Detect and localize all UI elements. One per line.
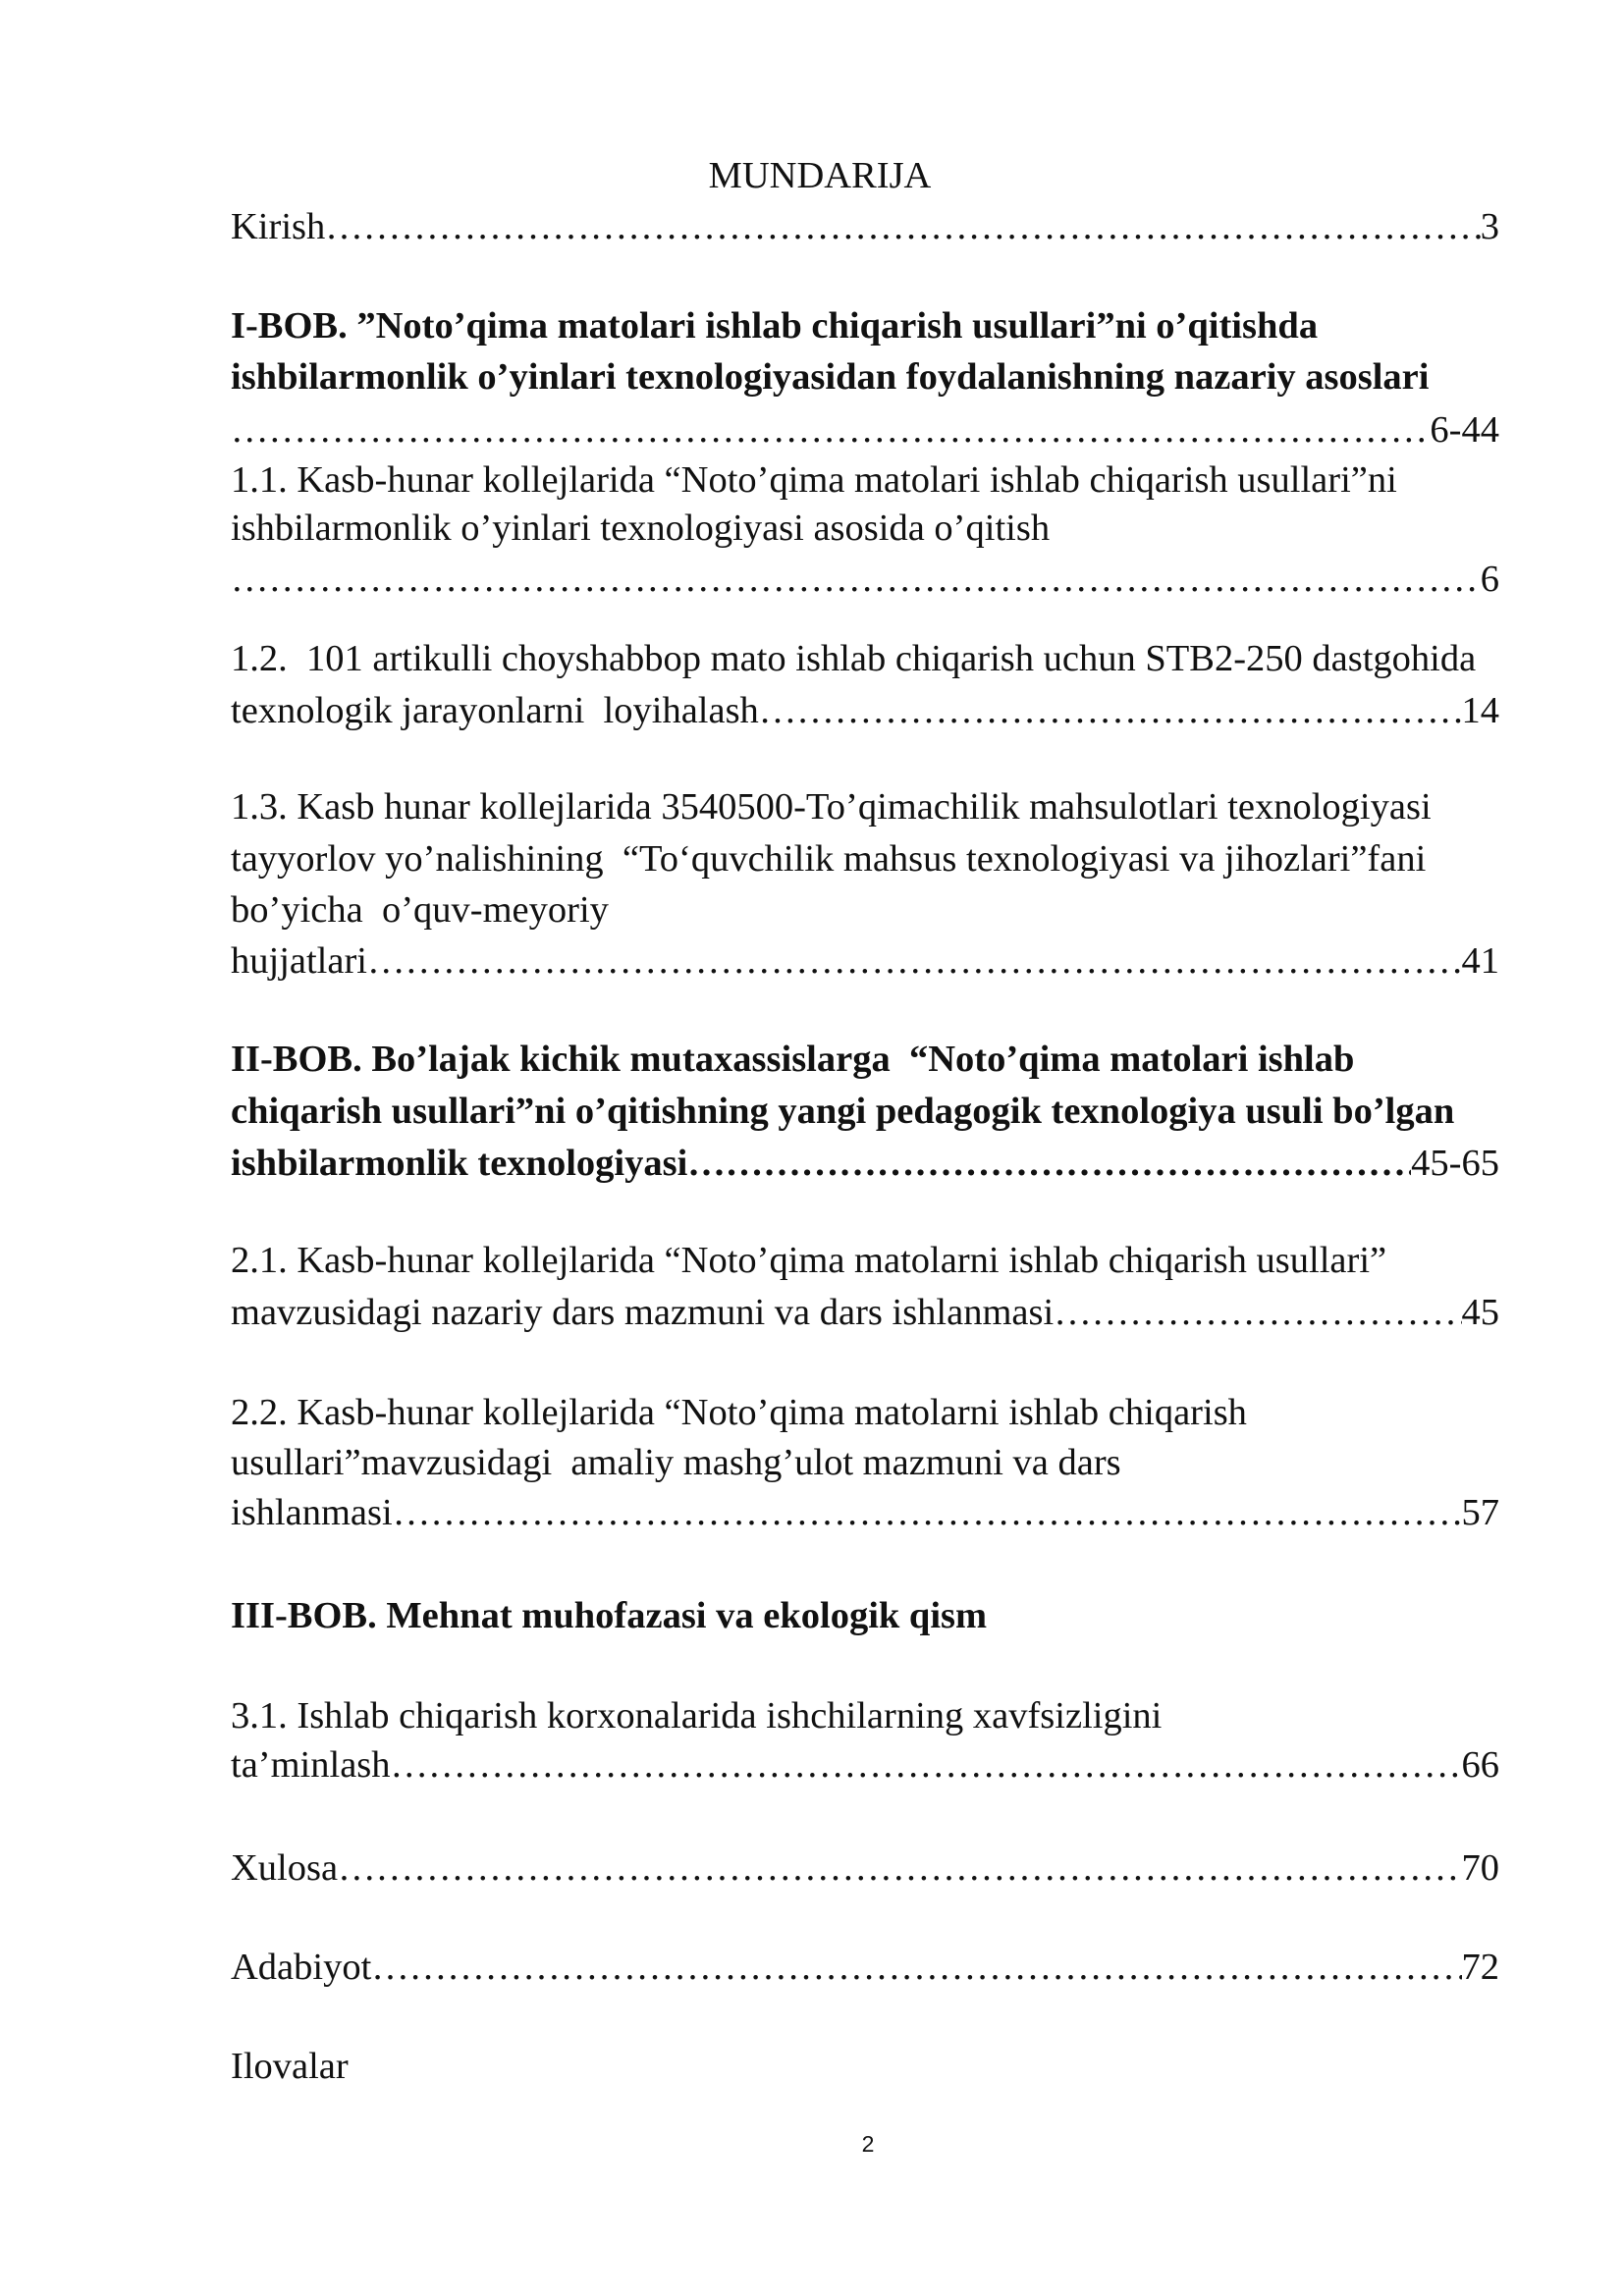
toc-entry-label: ta’minlash [231,1744,391,1786]
toc-chapter1-leader [231,404,1499,455]
dot-leader [231,404,1430,455]
toc-entry-page: 72 [1461,1947,1499,1988]
toc-chapter2-line2: chiqarish usullari”ni o’qitishning yangi pedagogik texnologiya usuli bo’lgan [231,1091,1455,1132]
toc-section-1-1-line1: 1.1. Kasb-hunar kollejlarida “Noto’qima matolari ishlab chiqarish usullari”ni [231,459,1397,501]
toc-entry-page: 45 [1461,1292,1499,1333]
toc-entry-label: texnologik jarayonlarni loyihalash [231,690,759,731]
dot-leader [391,1739,1462,1790]
toc-entry-label: Kirish [231,206,326,247]
toc-section-1-3-line2: tayyorlov yo’nalishining “To‘quvchilik mahsus texnologiyasi va jihozlari”fani [231,838,1427,880]
dot-leader [367,935,1462,987]
toc-section-2-1-leader [231,1287,1499,1338]
toc-section-1-3-line3: bo’yicha o’quv-meyoriy [231,889,609,931]
toc-chapter2-line1: II-BOB. Bo’lajak kichik mutaxassislarga “Noto’qima matolari ishlab [231,1039,1355,1080]
toc-chapter3-line1: III-BOB. Mehnat muhofazasi va ekologik qism [231,1595,988,1636]
toc-section-1-2-leader [231,685,1499,736]
toc-chapter1-line2: ishbilarmonlik o’yinlari texnologiyasidan foydalanishning nazariy asoslari [231,356,1430,398]
toc-entry-references [231,1942,1499,1993]
toc-entry-page: 3 [1480,206,1499,247]
dot-leader [338,1842,1461,1894]
toc-section-1-1-line2: ishbilarmonlik o’yinlari texnologiyasi asosida o’qitish [231,507,1051,549]
toc-section-2-2-line2: usullari”mavzusidagi amaliy mashg’ulot mazmuni va dars [231,1442,1121,1483]
toc-section-1-3-leader [231,935,1499,987]
dot-leader [1054,1287,1461,1338]
dot-leader [231,554,1481,605]
toc-entry-page: 6 [1480,559,1499,600]
toc-entry-label: ishbilarmonlik texnologiyasi [231,1143,688,1184]
toc-chapter1-line1: I-BOB. ”Noto’qima matolari ishlab chiqarish usullari”ni o’qitishda [231,305,1319,347]
toc-section-2-1-line1: 2.1. Kasb-hunar kollejlarida “Noto’qima matolarni ishlab chiqarish usullari” [231,1240,1387,1281]
toc-entry-conclusion [231,1842,1499,1894]
toc-entry-label: Adabiyot [231,1947,372,1988]
toc-entry-page: 6-44 [1430,409,1499,451]
toc-section-2-2-leader [231,1487,1499,1538]
toc-section-1-3-line1: 1.3. Kasb hunar kollejlarida 3540500-To’qimachilik mahsulotlari texnologiyasi [231,786,1432,828]
toc-entry-appendices: Ilovalar [231,2046,349,2087]
toc-entry-intro [231,201,1499,252]
toc-entry-page: 14 [1461,690,1499,731]
toc-entry-label: hujjatlari [231,940,367,982]
toc-chapter2-leader [231,1138,1499,1189]
page-title: MUNDARIJA [708,155,932,196]
toc-section-1-2-line1: 1.2. 101 artikulli choyshabbop mato ishlab chiqarish uchun STB2-250 dastgohida [231,638,1477,679]
toc-entry-page: 45-65 [1411,1143,1499,1184]
page-number: 2 [861,2131,875,2157]
dot-leader [325,201,1481,252]
toc-section-3-1-line1: 3.1. Ishlab chiqarish korxonalarida ishchilarning xavfsizligini [231,1695,1163,1736]
dot-leader [393,1487,1462,1538]
toc-entry-label: mavzusidagi nazariy dars mazmuni va dars ishlanmasi [231,1292,1055,1333]
toc-entry-label: Xulosa [231,1847,339,1889]
toc-entry-page: 70 [1461,1847,1499,1889]
toc-section-1-1-leader [231,554,1499,605]
toc-entry-page: 57 [1461,1492,1499,1533]
dot-leader [687,1138,1411,1189]
toc-entry-page: 41 [1461,940,1499,982]
dot-leader [371,1942,1461,1993]
toc-section-3-1-leader [231,1739,1499,1790]
toc-entry-page: 66 [1461,1744,1499,1786]
dot-leader [759,685,1462,736]
toc-section-2-2-line1: 2.2. Kasb-hunar kollejlarida “Noto’qima matolarni ishlab chiqarish [231,1392,1247,1433]
toc-entry-label: ishlanmasi [231,1492,393,1533]
